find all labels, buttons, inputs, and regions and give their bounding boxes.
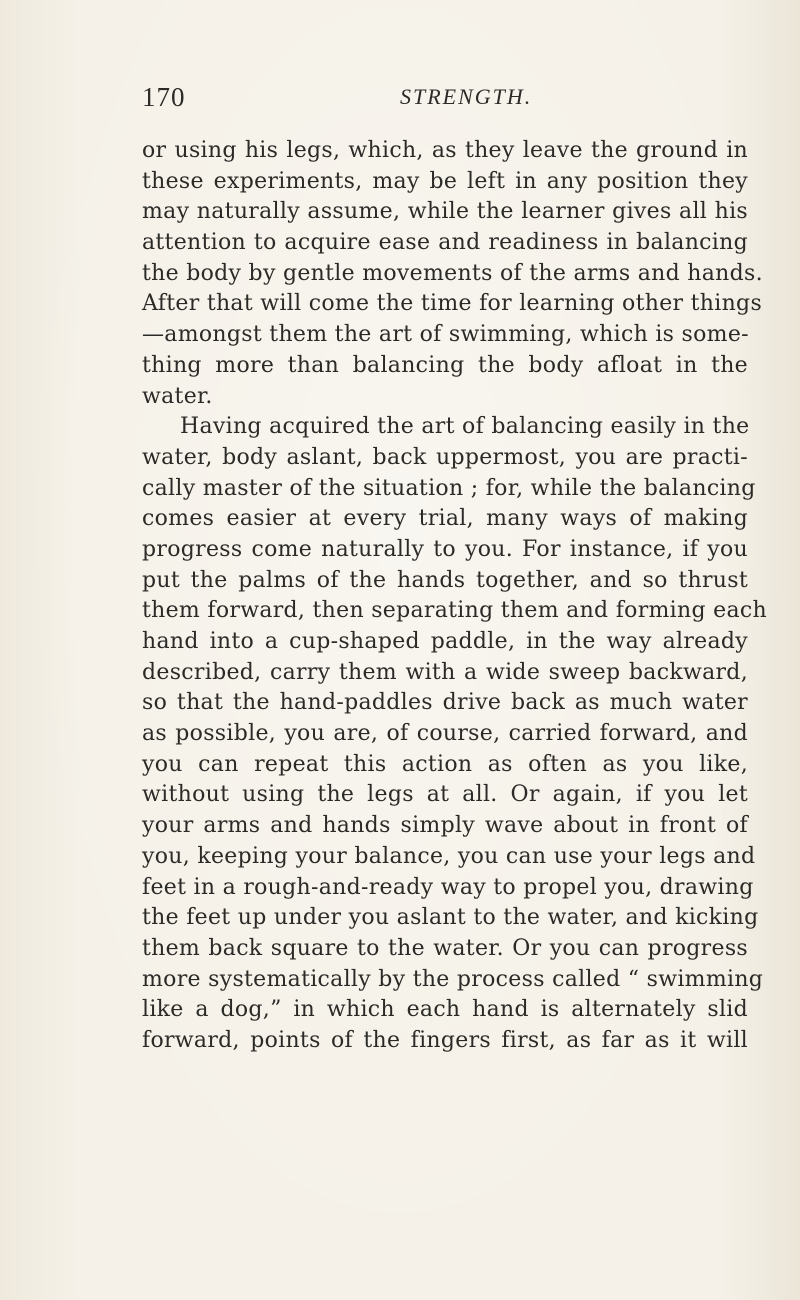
text-line: so that the hand-paddles drive back as much water <box>142 690 748 716</box>
text-line: the feet up under you aslant to the water, and kicking <box>142 905 759 931</box>
text-line: you can repeat this action as often as you like, <box>142 751 748 777</box>
text-line: attention to acquire ease and readiness in balancing <box>142 230 748 256</box>
text-line: After that will come the time for learning other things <box>142 291 763 317</box>
text-line: them forward, then separating them and forming each <box>142 598 767 624</box>
text-line: water, body aslant, back uppermost, you are practi- <box>142 444 748 470</box>
text-line: without using the legs at all. Or again, if you let <box>142 782 748 808</box>
text-line: put the palms of the hands together, and so thrust <box>142 567 748 593</box>
text-line: hand into a cup-shaped paddle, in the way already <box>142 629 748 654</box>
text-line: like a dog,” in which each hand is alternately slid <box>142 997 748 1023</box>
text-line: may naturally assume, while the learner gives all his <box>142 199 748 225</box>
text-line: comes easier at every trial, many ways of making <box>142 506 748 532</box>
text-line: your arms and hands simply wave about in front of <box>142 813 748 839</box>
paragraph-start-line: Having acquired the art of balancing easily in the <box>180 414 750 440</box>
text-line: these experiments, may be left in any position they <box>142 168 748 194</box>
text-line: forward, points of the fingers first, as far as it will <box>142 1027 748 1053</box>
text-line: —amongst them the art of swimming, which is some- <box>142 322 749 348</box>
body-text <box>142 136 767 1057</box>
text-line: progress come naturally to you. For instance, if you <box>142 536 748 562</box>
text-line: or using his legs, which, as they leave the ground in <box>142 138 748 163</box>
text-line: the body by gentle movements of the arms and hands. <box>142 260 763 286</box>
text-line: water. <box>142 383 213 409</box>
page-header <box>142 82 702 122</box>
text-line: as possible, you are, of course, carried forward, and <box>142 721 748 747</box>
running-head: STRENGTH. <box>400 84 533 109</box>
text-line: cally master of the situation ; for, while the balancing <box>142 475 756 501</box>
text-line: feet in a rough-and-ready way to propel you, drawing <box>142 874 754 900</box>
text-line: them back square to the water. Or you can progress <box>142 935 748 961</box>
text-line: more systematically by the process called “ swimming <box>142 966 764 992</box>
text-line: described, carry them with a wide sweep backward, <box>142 659 748 685</box>
page-number: 170 <box>142 82 186 112</box>
text-line: thing more than balancing the body afloat in the <box>142 352 748 378</box>
text-line: you, keeping your balance, you can use your legs and <box>142 843 756 869</box>
